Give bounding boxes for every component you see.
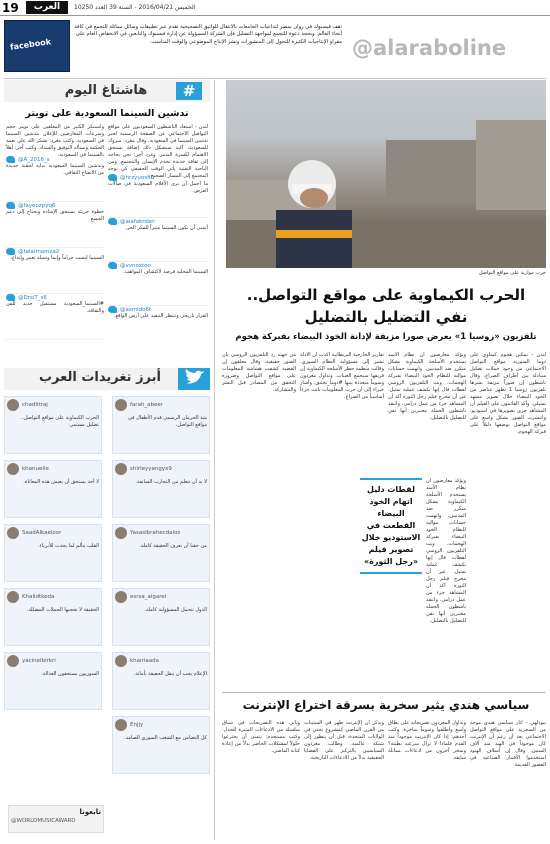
tweet-item (6, 156, 104, 202)
tweet-card (4, 460, 102, 518)
tweet-card (112, 716, 210, 774)
tweet-text: لا بد أن نتعلم من التجارب السابقة. (135, 479, 207, 485)
twitter-bird-icon (6, 294, 15, 301)
twitter-bird-icon (178, 368, 210, 390)
avatar (7, 463, 19, 475)
bottom-column-4: وتأتي هذه التصريحات في سياق سلسلة من الادعاءات المثيرة للجدل. وكتب مستخدم: نتمنى أن يخترعوا حلولاً لمشكلات الحاضر بدلاً من إعادة كتابة الماضي. (222, 720, 300, 754)
tweets-section-title: أبرز تغريدات العرب (38, 370, 161, 385)
tweet-text: الإعلام يجب أن ينقل الحقيقة بأمانة. (133, 671, 207, 677)
twitter-bird-icon (108, 174, 117, 181)
pull-quote: لقطات دليل اتهام الخوذ البيضاء القطعت في الاستوديو خلال تصوير فيلم «رجل الثورة» (360, 478, 422, 574)
tweet-handle[interactable]: @alafakrdan (120, 218, 155, 225)
bottom-article-headline: سياسي هندي يثير سخرية بسرقة اختراع الإنترنت (242, 698, 530, 712)
avatar (115, 719, 127, 731)
page-number: 19 (2, 1, 19, 15)
article-divider (222, 692, 546, 693)
tweet-text: القلب يتألم لما يحدث للأبرياء. (37, 543, 99, 549)
avatar (7, 655, 19, 667)
follow-handle[interactable]: @WORLDMUSICAWARD (11, 818, 76, 824)
twitter-bird-icon (6, 248, 15, 255)
tweet-handle[interactable]: @fayeozpyq6 (18, 202, 56, 209)
hashtag-col-right: لندن - استعاد الناشطون السعوديون على مواقع التواصل الاجتماعي عن الصفحة الرسمية لخبر تدشين السينما في السعودية. وقال مغرد: مبروك للسعودية، أكيد سيشكل ذلك إضافة تستحق الاهتمام لكسرة التدمر. وغرد آخر: نحن بحاجة إلى ثقافة جديدة تخدم الإنسان والمجتمع. ومن الناحية التقنية يأتي الوقت الحقيقي كي نوجه المجتمع إلى المسار الصحيح. (108, 124, 208, 179)
tweet-text: ما أجمل أن نرى الأفلام السعودية في صالات العرض. (108, 181, 208, 194)
avatar (115, 591, 127, 603)
tweet-handle[interactable]: @vvnoxtoo (120, 262, 151, 269)
tweet-username[interactable]: farah_abeer (130, 402, 164, 408)
teaser-text: ثقف فيسبوك في روان بمصر لتداعيات الجامعات بالانتقال للواتيق التصحيحية تقدم عبر تطبيقات وسائل مماثلة للتجمع في كافة أنحاء العالم. وبحجة دعوة للتجمع لمواجهة التضليل فإن الشركة المسؤولة عن إدارة فيسبوك والتابعين في الانخفاض العام على مفراو الإنتاجيات الكثيرة للتحول إلى المنشورات ونشر الإنتاج الموضوعي والوقت المناسب. (74, 24, 342, 45)
bottom-column-3: ويذكر أن الإنترنت ظهر في الستينات من القرن الماضي كمشروع بحثي في الولايات المتحدة، قبل أن يتطور إلى شبكة عالمية. وطالب مغردون السياسيين بالتركيز على القضايا الحقيقية بدلاً من الادعاءات التاريخية. (304, 720, 384, 761)
tweet-text: لا أحد يستحق أن يعيش هذه المعاناة. (23, 479, 99, 485)
article-headline-2: نفي التضليل بالتضليل (304, 308, 468, 326)
follow-label: تابعونا (79, 808, 101, 816)
avatar (7, 591, 19, 603)
tweet-username[interactable]: Khalidtkeda (22, 594, 55, 600)
follow-box[interactable] (8, 805, 104, 833)
tweet-card (4, 652, 102, 710)
bottom-column-2: وتداول المغردون تصريحاته على نطاق واسع وأطلقوا وسوماً ساخرة. وكتب أحدهم: إذا كان الإنترنت موجوداً منذ القدم فلماذا لا تزال سرعته بطيئة؟ وسخر آخرون من ادعاءات مماثلة سابقة. (388, 720, 466, 761)
tweet-username[interactable]: esrsa_algarei (130, 594, 167, 600)
tweet-card (112, 460, 210, 518)
avatar (7, 399, 19, 411)
tweet-text: القرار تاريخي وننتظر التنفيذ على أرض الواقع. (113, 313, 208, 319)
tweet-text: أتمنى أن تكون السينما منبراً للفكر الحر. (125, 225, 208, 231)
tweet-handle[interactable]: @DrsiT_s6 (18, 294, 47, 301)
tweet-card (4, 396, 102, 454)
avatar (115, 655, 127, 667)
tweet-username[interactable]: chadlitraj (22, 402, 48, 408)
avatar (115, 463, 127, 475)
article-column-3: تقارير الخارجية البريطانية أكدت أن الأدلة تشير إلى مسؤولية النظام السوري. وقالت منظمة حظر الأسلحة الكيماوية إن فريقها سيجمع العينات. وتداول مغردون وسوماً متعددة بينها #دوما_تختنق. وأشار خبراء إلى أن حرب المعلومات باتت جزءاً أساسياً من الصراع. (300, 352, 384, 400)
issue-info: الخميس 2016/04/21 - السنة 39 العدد 10250 (74, 4, 196, 11)
tweet-username[interactable]: yacinelbirkri (22, 658, 56, 664)
divider (4, 78, 546, 79)
tweet-username[interactable]: Enjjy (130, 722, 144, 728)
hashtag-tweets-left (6, 156, 104, 340)
twitter-bird-icon (108, 262, 117, 269)
tweet-text: كل التضامن مع الشعب السوري الصامد. (124, 735, 207, 741)
avatar (7, 527, 19, 539)
tweet-card (4, 524, 102, 582)
tweet-text: خطوة جريئة تستحق الإشادة وتحتاج إلى دعم الجميع. (6, 209, 104, 222)
tweet-text: شد الحرمان الرسمي قدم الأطفال في مواقع التواصل. (127, 415, 207, 428)
tweet-text: الدول تتحمل المسؤولية كاملة. (144, 607, 207, 613)
twitter-handle: @alaraboline (352, 36, 507, 60)
tweet-text: السوريون يستحقون العدالة. (41, 671, 99, 677)
twitter-bird-icon (108, 306, 117, 313)
tweet-card (112, 396, 210, 454)
tweet-text: #السينما_السعودية مستقبل جديد للفن والثقافة. (6, 301, 104, 314)
hashtag-headline: تدشين السينما السعودية على تويتر (25, 108, 189, 119)
tweet-username[interactable]: khairiaada (130, 658, 159, 664)
tweet-card (112, 588, 210, 646)
column-divider (214, 80, 215, 840)
tweet-card (4, 588, 102, 646)
tweet-text: السينما المحلية فرصة لاكتشاف المواهب. (123, 269, 208, 275)
newspaper-logo: العرب (26, 1, 68, 14)
tweet-username[interactable]: shirleyyangyx9 (130, 466, 172, 472)
tweet-item (108, 262, 208, 306)
tweet-item (6, 248, 104, 294)
tweet-item (108, 218, 208, 262)
hashtag-col-left: واستنكر الكثير من المعلقين على تويتر حجم وسرعات المعارضين للإعلان بتدشين السينما في السعودية. وكتب مغرد: نشكر الله على نعمة الحكمة ونسأله التوفيق والسداد. وكتب آخر: أهلاً بالسينما في السعودية. (6, 124, 104, 158)
tweet-handle[interactable]: @asmldo6t (120, 306, 152, 313)
tweet-username[interactable]: khanuelle (22, 466, 49, 472)
tweet-card (112, 652, 210, 710)
tweet-card (112, 524, 210, 582)
tweet-handle[interactable]: @hrzyuosfih (120, 174, 155, 181)
twitter-bird-icon (6, 202, 15, 209)
article-column-1: لندن - تمكين هجوم كيماوي على دوما السورية مواقع التواصل الاجتماعي من وجود حملات تضليل متبادلة بين أطراف الصراع. وقال ناشطون إن صوراً مزيفة نشرها تلفزيون روسيا 1 تظهر عناصر من الخوذ البيضاء خلال تصوير مشهد تمثيلي. وأكد القائمون على الفيلم أن المشاهد جرى تصويرها في استوديو. وانتشرت الصور بشكل واسع على مواقع التواصل بوصفها دليلاً على فبركة الهجوم. (470, 352, 546, 435)
twitter-bird-icon (108, 218, 117, 225)
article-subhead: تلفزيون «روسيا 1» يعرض صورا مزيفة لإدانة الخوذ البيضاء بفبركة هجوم (235, 332, 537, 342)
article-photo (226, 80, 546, 268)
tweet-handle[interactable]: @talalmamza2 (18, 248, 60, 255)
hash-icon: # (176, 82, 202, 100)
twitter-bird-icon (6, 156, 15, 163)
tweet-text: وتدشين السينما السعودية بداية لحقبة جديدة من الانفتاح الثقافي. (6, 163, 104, 176)
hashtag-tweets-right (108, 174, 208, 350)
tweet-item (108, 306, 208, 350)
article-column-2b: ويؤكد معارضون أن نظام الأسد يستخدم الأسلحة الكيماوية بشكل متكرر ضد المدنيين. واتهمت حسابات موالية للنظام الخوذ البيضاء بفبركة الهجمات. وبث التلفزيون الروسي لقطات قال إنها تكشف عملية تمثيل. غير أن مخرج فيلم رجل الثورة أكد أن المشاهد جزء من عمل درامي. وانتقد ناشطون الحملة معتبرين أنها نفي للتضليل بالتضليل. (426, 478, 466, 624)
avatar (115, 399, 127, 411)
article-column-4: من جهته رد التلفزيون الروسي بأن الصور حقيقية. وقال معلقون إن القضية كشفت هشاشة المعلومات على مواقع التواصل وضرورة التحقق من المصادر قبل النشر والمشاركة. (222, 352, 296, 393)
tweet-username[interactable]: Yasaslbrahecdalos (130, 530, 181, 536)
tweet-text: الحرب الكيماوية على مواقع التواصل.. تضليل مستمر. (20, 415, 99, 428)
tweet-text: من حقنا أن نعرف الحقيقة كاملة. (139, 543, 207, 549)
article-headline: الحرب الكيماوية على مواقع التواصل.. (246, 286, 526, 304)
tweet-text: الحقيقة لا تحجبها الحملات المضللة. (26, 607, 99, 613)
hashtag-section-title: هاشتاغ اليوم (64, 83, 148, 98)
article-column-2: ويؤكد معارضون أن نظام الأسد يستخدم الأسلحة الكيماوية بشكل متكرر ضد المدنيين. واتهمت حسابات موالية للنظام الخوذ البيضاء بفبركة الهجمات. وبث التلفزيون الروسي لقطات قال إنها تكشف عملية تمثيل. غير أن مخرج فيلم رجل الثورة أكد أن المشاهد جزء من عمل درامي. وانتقد ناشطون الحملة معتبرين أنها نفي للتضليل بالتضليل. (388, 352, 466, 421)
tweet-item (108, 174, 208, 218)
tweet-item (6, 294, 104, 340)
avatar (115, 527, 127, 539)
bottom-column-1: نيودلهي - أثار سياسي هندي موجة من السخرية على مواقع التواصل الاجتماعي بعد أن زعم أن الإنترنت كان موجوداً في الهند منذ آلاف السنين. وقال إن أسلاف الهنود استخدموا الأقمار الصناعية في العصور القديمة. (470, 720, 546, 768)
tweet-handle[interactable]: @A_2016_s (18, 156, 50, 163)
tweet-username[interactable]: SaadAlkaeloor (22, 530, 62, 536)
photo-caption: حرب موازية على مواقع التواصل (479, 270, 546, 276)
tweet-item (6, 202, 104, 248)
tweet-text: السينما ليست حراماً وإنما وسيلة تعبير وإبداع. (10, 255, 104, 261)
facebook-logo-text: facebook (9, 37, 52, 52)
tweets-grid (4, 396, 210, 800)
